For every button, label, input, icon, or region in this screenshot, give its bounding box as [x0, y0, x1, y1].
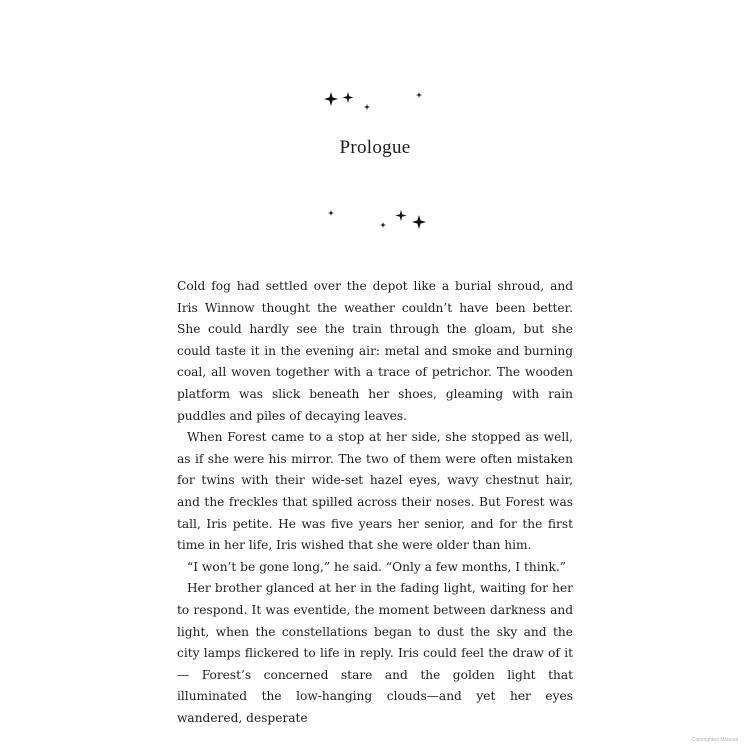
- chapter-title: Prologue: [339, 137, 411, 158]
- paragraph: Cold fog had settled over the depot like a burial shroud, and Iris Winnow thought the weather couldn’t have been better. She could hardly see the train through the gloam, but she could taste it in the evening air: metal and smoke and burning coal, all woven together with a trace of petrichor. The wooden platform was slick beneath her shoes, gleaming with rain puddles and piles of decaying leaves.: [177, 279, 573, 423]
- bottom-star-ornament: [0, 207, 750, 237]
- star-icon: [412, 215, 426, 229]
- paragraph: When Forest came to a stop at her side, she stopped as well, as if she were his mirror. The two of them were often mistaken for twins with their wide-set hazel eyes, wavy chestnut hair, and the freckles that spilled across their noses. But Forest was tall, Iris petite. He was five years her senior, and for the first time in her life, Iris wished that she were older than him.: [177, 430, 573, 553]
- star-icon: [328, 210, 334, 216]
- star-icon: [380, 222, 386, 228]
- star-icon: [343, 92, 354, 103]
- copyright-watermark: Copyrighted Material: [691, 737, 738, 743]
- star-icon: [396, 210, 407, 221]
- paragraph: Her brother glanced at her in the fading light, waiting for her to respond. It was eventide, the moment between darkness and light, when the constellations began to dust the sky and the city lamps flickered to life in reply. Iris could feel the draw of it— Forest’s concerned stare and the golden light that illuminated the low-hanging clouds—and yet her eyes wandered, desperate: [177, 581, 573, 725]
- prologue-body: [177, 276, 573, 729]
- star-icon: [416, 92, 422, 98]
- star-icon: [364, 104, 370, 110]
- top-star-ornament: [0, 88, 750, 118]
- star-icon: [324, 92, 338, 106]
- paragraph: “I won’t be gone long,” he said. “Only a few months, I think.”: [187, 559, 566, 574]
